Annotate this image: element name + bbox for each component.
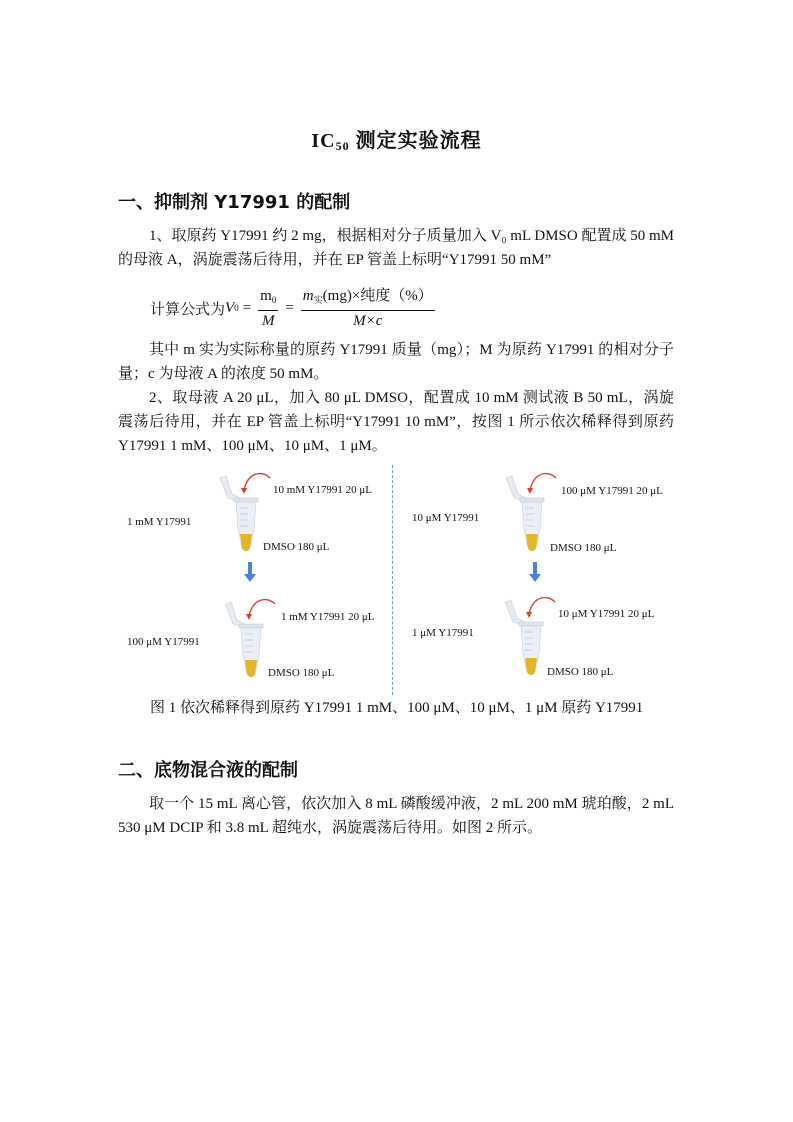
formula-prefix: 计算公式为 [150, 301, 226, 318]
paragraph-step-1: 1、取原药 Y17991 约 2 mg，根据相对分子质量加入 V₀ mL DMSO 配置成 50 mM 的母液 A，涡旋震荡后待用，并在 EP 管盖上标明“Y17991 50 mM” [118, 228, 674, 268]
figure-caption: 图 1 依次稀释得到原药 Y17991 1 mM、100 μM、10 μM、1 μM 原药 Y17991 [150, 700, 644, 716]
panel-3-result: 10 μM Y17991 [412, 512, 480, 524]
page-title: $IC_{50}$ 测定实验流程 [311, 128, 482, 153]
section-heading-1: 一、抑制剂 Y17991 的配制 [118, 192, 351, 213]
panel-4-added: 10 μM Y17991 20 μL [558, 608, 655, 620]
tube-icon [212, 472, 282, 562]
down-arrow-icon [244, 562, 256, 582]
figure-separator [392, 465, 393, 695]
panel-4-solvent: DMSO 180 μL [547, 666, 614, 678]
panel-3-added: 100 μM Y17991 20 μL [561, 485, 663, 497]
panel-4-result: 1 μM Y17991 [412, 627, 474, 639]
fraction-1: $\frac{m_0}{M}$ [260, 287, 277, 329]
panel-1-solvent: DMSO 180 μL [263, 541, 330, 553]
paragraph-substrate: 取一个 15 mL 离心管，依次加入 8 mL 磷酸缓冲液，2 mL 200 mM 琥珀酸，2 mL 530 μM DCIP 和 3.8 mL 超纯水，涡旋震荡后待用。如图 2 所示。 [118, 796, 674, 836]
panel-3-solvent: DMSO 180 μL [550, 542, 617, 554]
panel-1-result: 1 mM Y17991 [127, 516, 192, 528]
panel-1-added: 10 mM Y17991 20 μL [273, 484, 372, 496]
section-heading-2: 二、底物混合液的配制 [118, 760, 298, 781]
panel-2-added: 1 mM Y17991 20 μL [281, 611, 375, 623]
panel-2-result: 100 μM Y17991 [127, 636, 200, 648]
fraction-2: $\frac{m_实(mg)\times 纯度(\%)}{M\times c}$ [302, 287, 433, 329]
formula: 计算公式为 V 0 = $\frac{m_0}{M}$ = $\frac{m_实(mg)\times 纯度(\%)}{M\times c}$ [150, 287, 433, 329]
paragraph-step-2: 2、取母液 A 20 μL，加入 80 μL DMSO，配置成 10 mM 测试液 B 50 mL，涡旋震荡后待用，并在 EP 管盖上标明“Y17991 10 mM”，按图 1 所示依次稀释得到原药 Y17991 1 mM、100 μM、10 μM、1 μM。 [118, 390, 674, 454]
tube-icon [217, 598, 287, 688]
tube-icon [498, 472, 568, 562]
down-arrow-icon [529, 562, 541, 582]
tube-icon [497, 596, 567, 686]
paragraph-definitions: 其中 m 实为实际称量的原药 Y17991 质量（mg）；M 为原药 Y17991 的相对分子量；c 为母液 A 的浓度 50 mM。 [118, 342, 674, 382]
panel-2-solvent: DMSO 180 μL [268, 667, 335, 679]
